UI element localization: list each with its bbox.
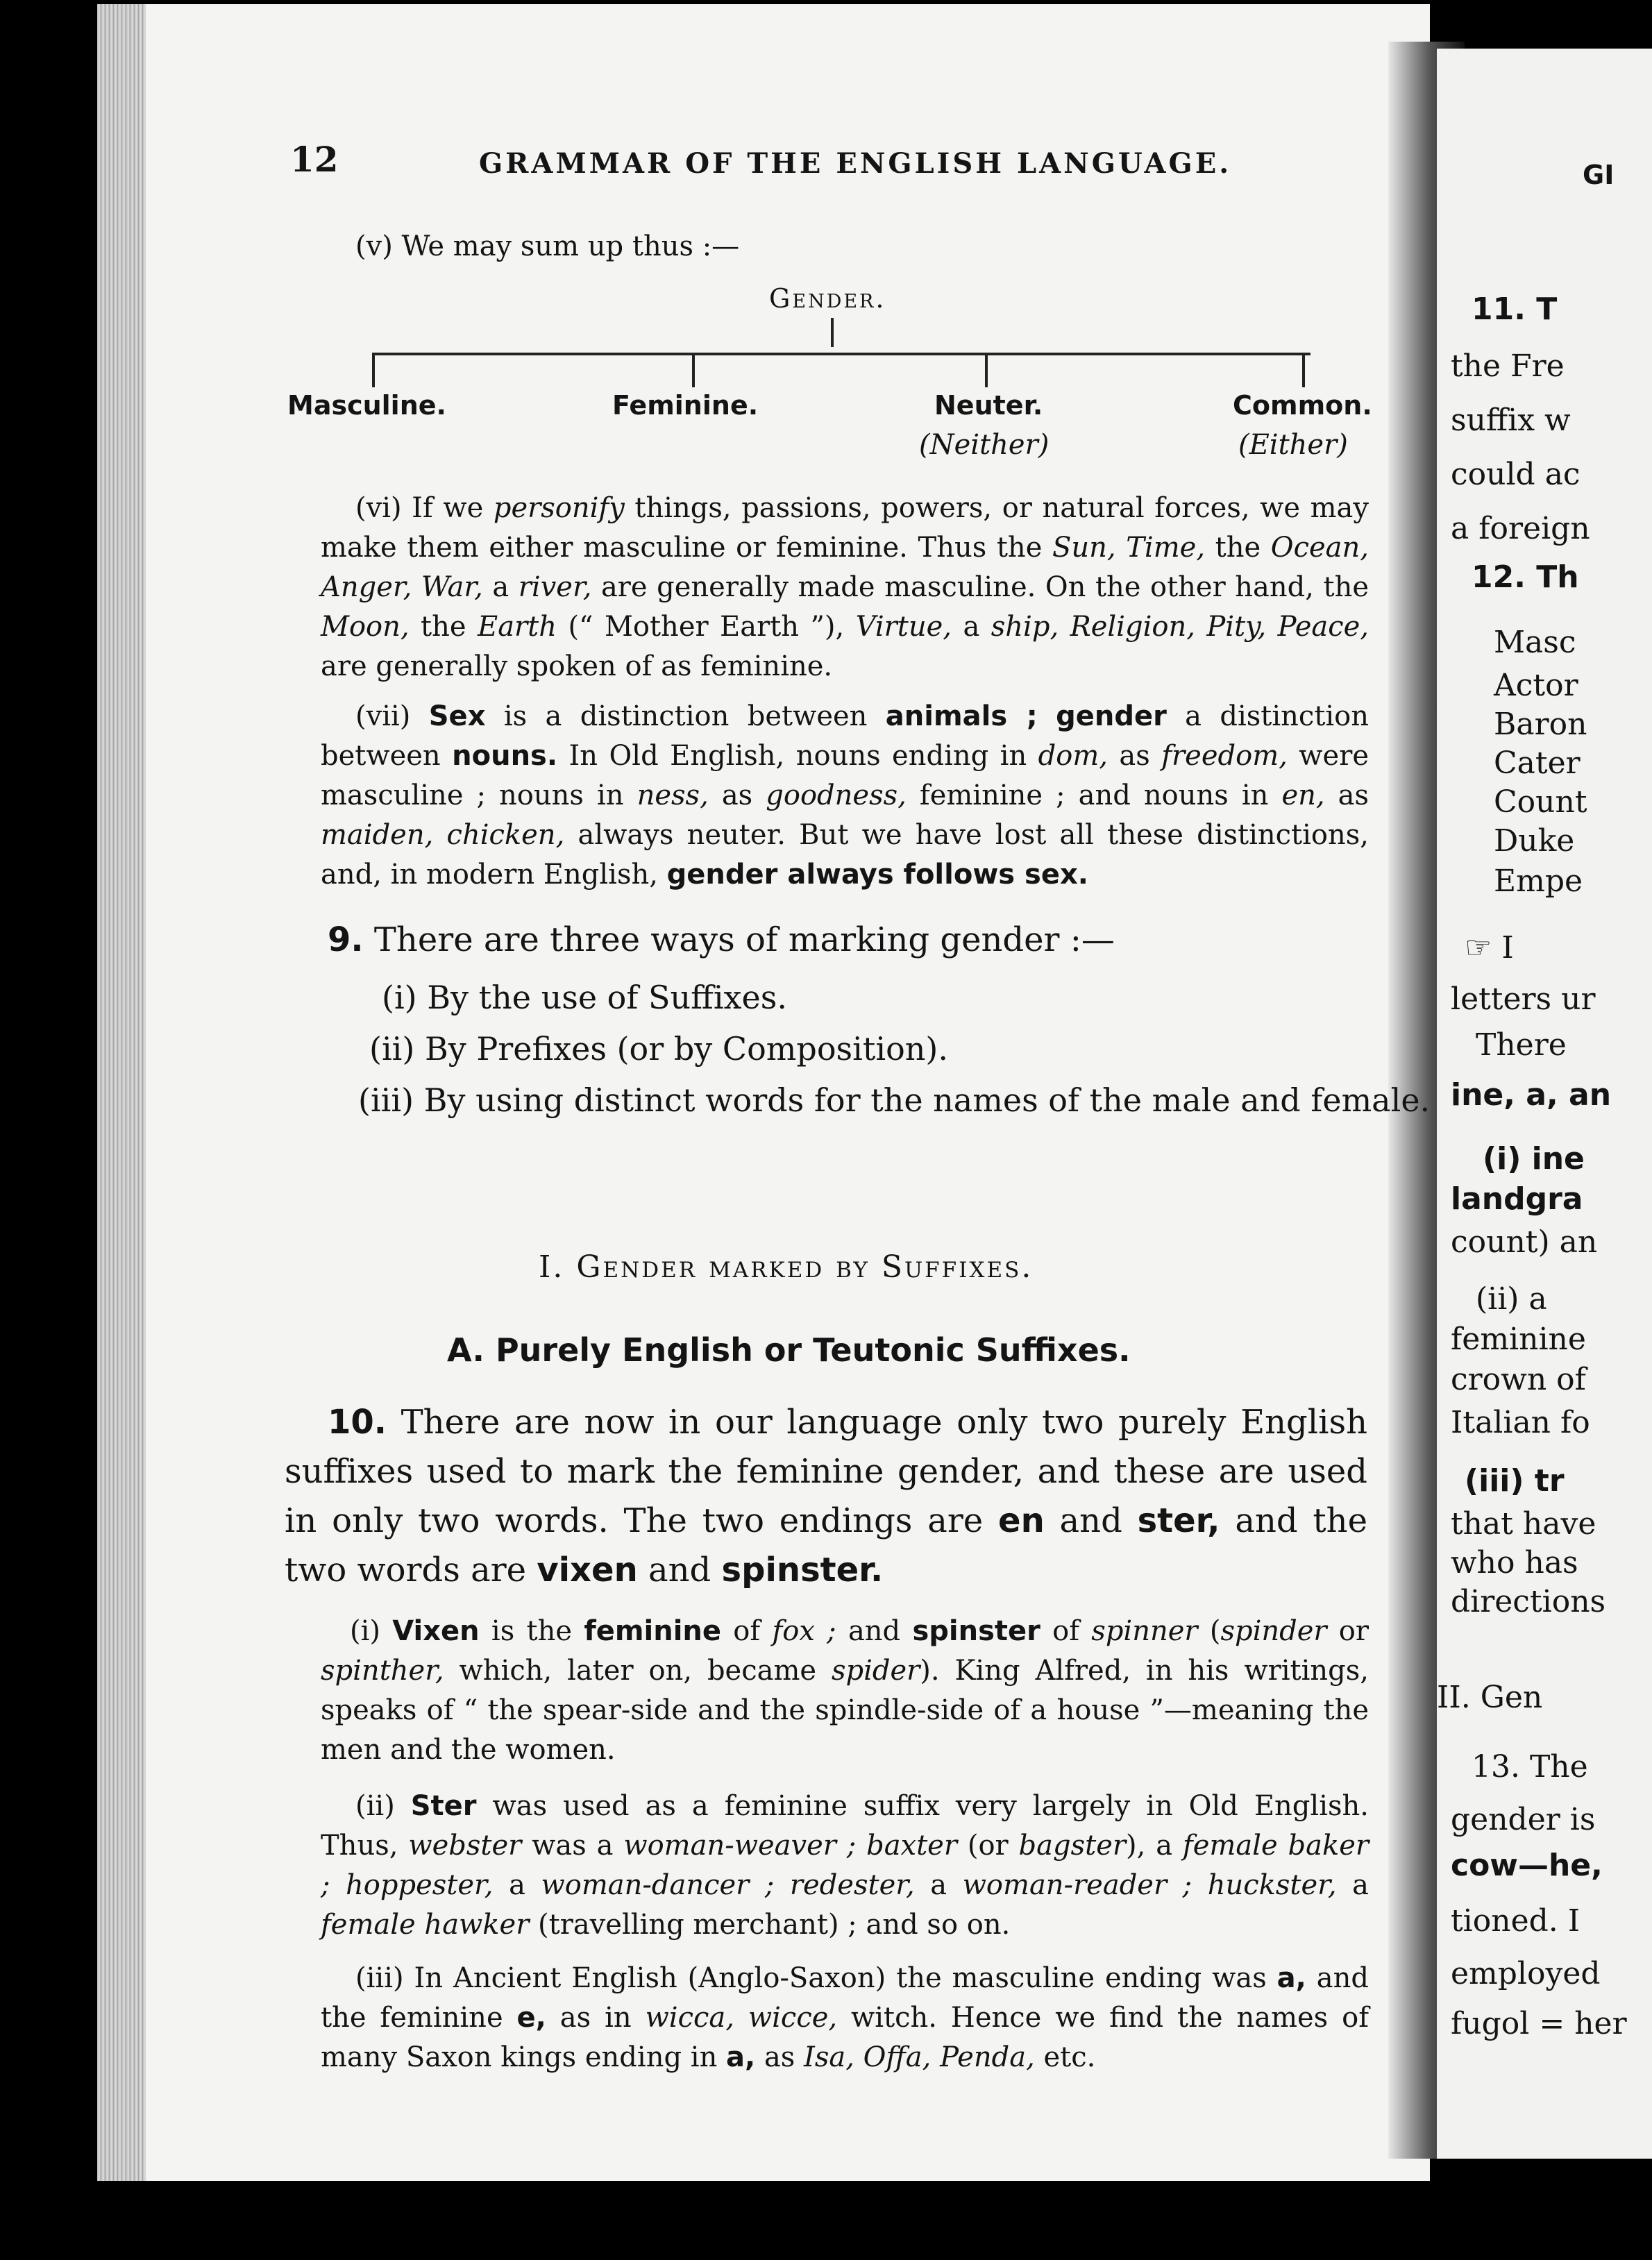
branch-feminine: Feminine.: [612, 390, 759, 421]
right-page-fragment: Count: [1494, 784, 1587, 820]
branch-neuter: Neuter.: [934, 390, 1043, 421]
tree-stem: [831, 318, 834, 347]
right-page-fragment: cow—he,: [1451, 1848, 1603, 1883]
way-3: (iii) By using distinct words for the names of the male and female.: [358, 1081, 1431, 1119]
right-page-fragment: letters ur: [1451, 981, 1596, 1017]
right-page-fragment: Baron: [1494, 707, 1587, 742]
branch-common-note: (Either): [1238, 429, 1348, 461]
right-page-fragment: ine, a, an: [1451, 1077, 1612, 1113]
way-1: (i) By the use of Suffixes.: [382, 979, 787, 1016]
page-number: 12: [290, 139, 339, 180]
subsection-iii: (iii) In Ancient English (Anglo-Saxon) the masculine ending was a, and the feminine e, as in wicca, wicce, witch. Hence we find the names of many Saxon kings ending in a, as Isa, Offa, Penda, etc.: [321, 1962, 1369, 2073]
right-page-fragment: 11. T: [1472, 292, 1558, 327]
branch-common: Common.: [1233, 390, 1372, 421]
right-page-fragment: the Fre: [1451, 348, 1565, 384]
running-title: GRAMMAR OF THE ENGLISH LANGUAGE.: [479, 147, 1232, 180]
right-header-fragment: GI: [1583, 160, 1615, 190]
right-page-fragment: count) an: [1451, 1224, 1598, 1260]
right-page-fragment: (ii) a: [1476, 1281, 1547, 1317]
gender-root-label: Gender.: [769, 283, 886, 314]
right-page-fragment: that have: [1451, 1506, 1596, 1542]
right-page-fragment: Cater: [1494, 745, 1581, 781]
right-page-fragment: fugol = her: [1451, 2006, 1627, 2041]
right-page: [1437, 49, 1652, 2159]
right-page-fragment: employed: [1451, 1956, 1601, 1991]
right-page-fragment: 12. Th: [1472, 559, 1579, 595]
branch-masculine: Masculine.: [287, 390, 446, 421]
section-9-intro: 9. There are three ways of marking gender :—: [328, 920, 1115, 959]
heading-teutonic-suffixes: A. Purely English or Teutonic Suffixes.: [447, 1331, 1131, 1369]
right-page-fragment: There: [1476, 1027, 1567, 1063]
right-page-fragment: Empe: [1494, 863, 1583, 899]
subsection-ii: (ii) Ster was used as a feminine suffix very largely in Old English. Thus, webster was a woman-weaver ; baxter (or bagster), a female baker ; hoppester, a woman-dancer ; redester, a woman-reader ; huckster, a female hawker (travelling merchant) ; and so on.: [321, 1790, 1369, 1941]
right-page-fragment: gender is: [1451, 1802, 1596, 1837]
right-page-fragment: directions: [1451, 1584, 1606, 1619]
paragraph-vi: (vi) If we personify things, passions, powers, or natural forces, we may make them either masculine or feminine. Thus the Sun, Time, the Ocean, Anger, War, a river, are generally made masculine. On the other hand, the Moon, the Earth (“ Mother Earth ”), Virtue, a ship, Religion, Pity, Peace, are generally spoken of as feminine.: [321, 492, 1369, 682]
heading-gender-by-suffixes: I. Gender marked by Suffixes.: [539, 1249, 1034, 1285]
branch-neuter-note: (Neither): [919, 429, 1050, 461]
tree-tick-feminine: [692, 355, 695, 387]
way-2: (ii) By Prefixes (or by Composition).: [369, 1030, 948, 1068]
right-page-fragment: (iii) tr: [1465, 1463, 1565, 1499]
right-page-fragment: a foreign: [1451, 511, 1590, 546]
right-page-fragment: suffix w: [1451, 403, 1571, 438]
right-page-fragment: crown of: [1451, 1362, 1586, 1397]
right-page-fragment: who has: [1451, 1545, 1578, 1580]
tree-tick-masculine: [372, 355, 375, 387]
right-page-fragment: landgra: [1451, 1181, 1583, 1217]
right-page-fragment: (i) ine: [1483, 1141, 1585, 1177]
right-page-fragment: feminine: [1451, 1322, 1586, 1357]
page-edge-shading: [97, 4, 146, 2181]
tree-tick-common: [1302, 355, 1305, 387]
tree-bar: [372, 353, 1310, 355]
right-page-fragment: could ac: [1451, 457, 1581, 492]
right-page-fragment: Duke: [1494, 823, 1575, 859]
tree-tick-neuter: [985, 355, 988, 387]
summary-intro: (v) We may sum up thus :—: [355, 230, 740, 262]
paragraph-vii: (vii) Sex is a distinction between animals ; gender a distinction between nouns. In Old English, nouns ending in dom, as freedom, were masculine ; nouns in ness, as goodness, feminine ; and nouns in en, as maiden, chicken, always neuter. But we have lost all these distinctions, and, in modern English, gender always follows sex.: [321, 700, 1369, 891]
right-page-fragment: Masc: [1494, 625, 1576, 660]
right-page-fragment: II. Gen: [1437, 1680, 1543, 1715]
right-page-fragment: 13. The: [1472, 1749, 1588, 1785]
section-10-paragraph: 10. There are now in our language only two purely English suffixes used to mark the feminine gender, and these are used in only two words. The two endings are en and ster, and the two words are vixen and spinster.: [285, 1403, 1367, 1589]
subsection-i: (i) Vixen is the feminine of fox ; and spinster of spinner (spinder or spinther, which, later on, became spider). King Alfred, in his writings, speaks of “ the spear-side and the spindle-side of a house ”—meaning the men and the women.: [321, 1615, 1369, 1766]
right-page-fragment: Actor: [1494, 668, 1578, 703]
right-page-fragment: Italian fo: [1451, 1405, 1590, 1440]
right-page-fragment: tioned. I: [1451, 1903, 1581, 1939]
right-page-fragment: ☞ I: [1465, 930, 1514, 965]
